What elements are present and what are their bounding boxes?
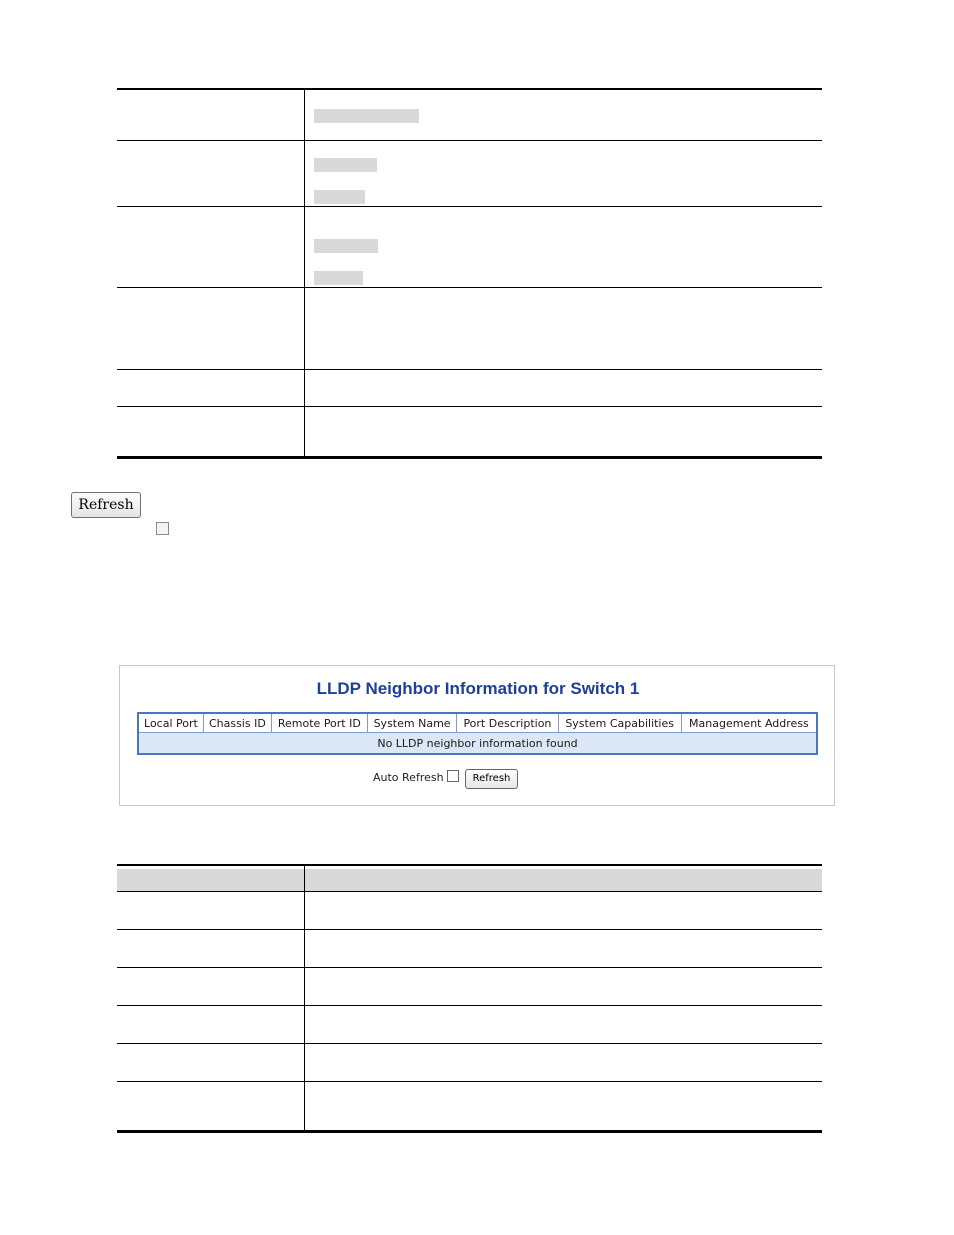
column-header-port-description: Port Description <box>457 713 558 733</box>
table-top-rule <box>117 864 822 866</box>
column-header-system-capabilities: System Capabilities <box>558 713 681 733</box>
column-header-system-name: System Name <box>367 713 457 733</box>
column-divider <box>304 90 305 457</box>
auto-refresh-checkbox[interactable] <box>447 770 459 782</box>
table-header-band <box>117 869 822 891</box>
lldp-neighbor-table <box>137 712 818 755</box>
table-bottom-rule <box>117 1130 822 1133</box>
row-divider <box>117 287 822 288</box>
table-top-rule <box>117 88 822 90</box>
row-divider <box>117 140 822 141</box>
table-header-row <box>138 713 817 733</box>
refresh-button[interactable]: Refresh <box>71 492 141 518</box>
column-header-chassis-id: Chassis ID <box>203 713 271 733</box>
column-divider <box>304 866 305 1131</box>
column-header-management-address: Management Address <box>681 713 817 733</box>
row-divider <box>117 891 822 892</box>
column-header-remote-port-id: Remote Port ID <box>271 713 367 733</box>
row-divider <box>117 1005 822 1006</box>
placeholder-field <box>314 239 378 253</box>
lldp-neighbor-panel <box>119 665 835 806</box>
row-divider <box>117 406 822 407</box>
row-divider <box>117 967 822 968</box>
table-row <box>138 733 817 755</box>
row-divider <box>117 206 822 207</box>
empty-message: No LLDP neighbor information found <box>138 733 817 755</box>
placeholder-field <box>314 190 365 204</box>
panel-title: LLDP Neighbor Information for Switch 1 <box>316 679 640 698</box>
placeholder-field <box>314 271 363 285</box>
panel-refresh-button[interactable]: Refresh <box>465 769 518 789</box>
column-header-local-port: Local Port <box>138 713 203 733</box>
placeholder-field <box>314 158 377 172</box>
auto-refresh-checkbox[interactable] <box>156 522 169 535</box>
row-divider <box>117 929 822 930</box>
auto-refresh-label: Auto Refresh <box>373 771 444 784</box>
row-divider <box>117 1043 822 1044</box>
table-bottom-rule <box>117 456 822 459</box>
row-divider <box>117 1081 822 1082</box>
placeholder-field <box>314 109 419 123</box>
row-divider <box>117 369 822 370</box>
